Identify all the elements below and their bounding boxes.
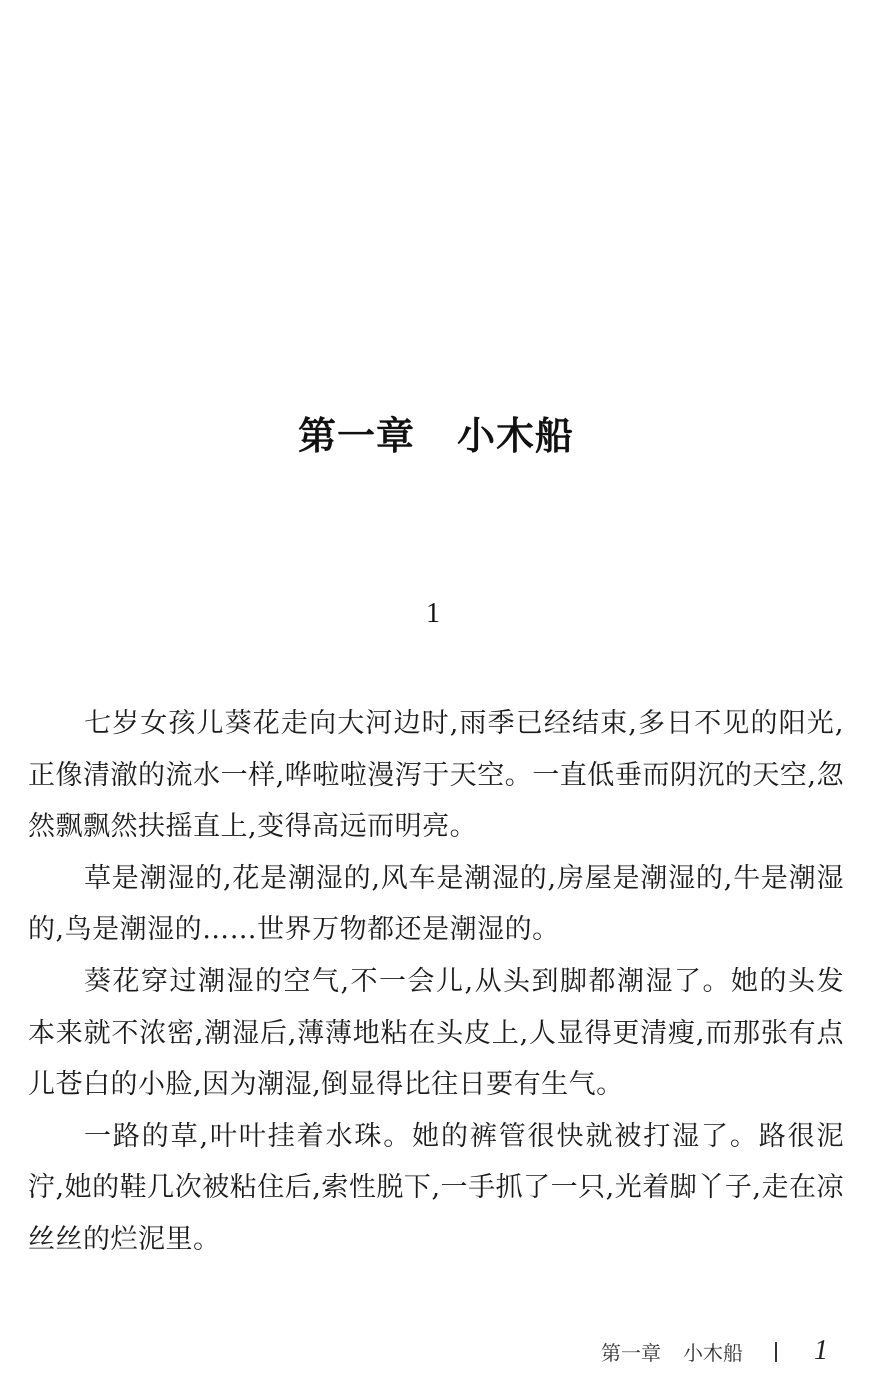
chapter-number-label: 第一章 [297, 414, 415, 459]
footer-chapter-label: 第一章 [601, 1341, 661, 1365]
footer-divider [775, 1342, 777, 1362]
body-text [28, 698, 844, 1266]
paragraph: 七岁女孩儿葵花走向大河边时,雨季已经结束,多日不见的阳光,正像清澈的流水一样,哗啦啦漫泻于天空。一直低垂而阴沉的天空,忽然飘飘然扶摇直上,变得高远而明亮。 [28, 708, 844, 843]
section-number: 1 [426, 598, 440, 629]
footer-chapter-title: 小木船 [683, 1341, 743, 1365]
page-number: 1 [814, 1335, 828, 1366]
paragraph: 一路的草,叶叶挂着水珠。她的裤管很快就被打湿了。路很泥泞,她的鞋几次被粘住后,索性脱下,一手抓了一只,光着脚丫子,走在凉丝丝的烂泥里。 [28, 1120, 844, 1255]
chapter-title [0, 411, 872, 461]
page-footer [0, 1334, 872, 1374]
chapter-name: 小木船 [457, 414, 575, 459]
paragraph: 草是潮湿的,花是潮湿的,风车是潮湿的,房屋是潮湿的,牛是潮湿的,鸟是潮湿的……世界万物都还是潮湿的。 [28, 862, 844, 946]
running-footer-title [601, 1340, 743, 1366]
paragraph: 葵花穿过潮湿的空气,不一会儿,从头到脚都潮湿了。她的头发本来就不浓密,潮湿后,薄薄地粘在头皮上,人显得更清瘦,而那张有点儿苍白的小脸,因为潮湿,倒显得比往日要有生气。 [28, 965, 844, 1101]
